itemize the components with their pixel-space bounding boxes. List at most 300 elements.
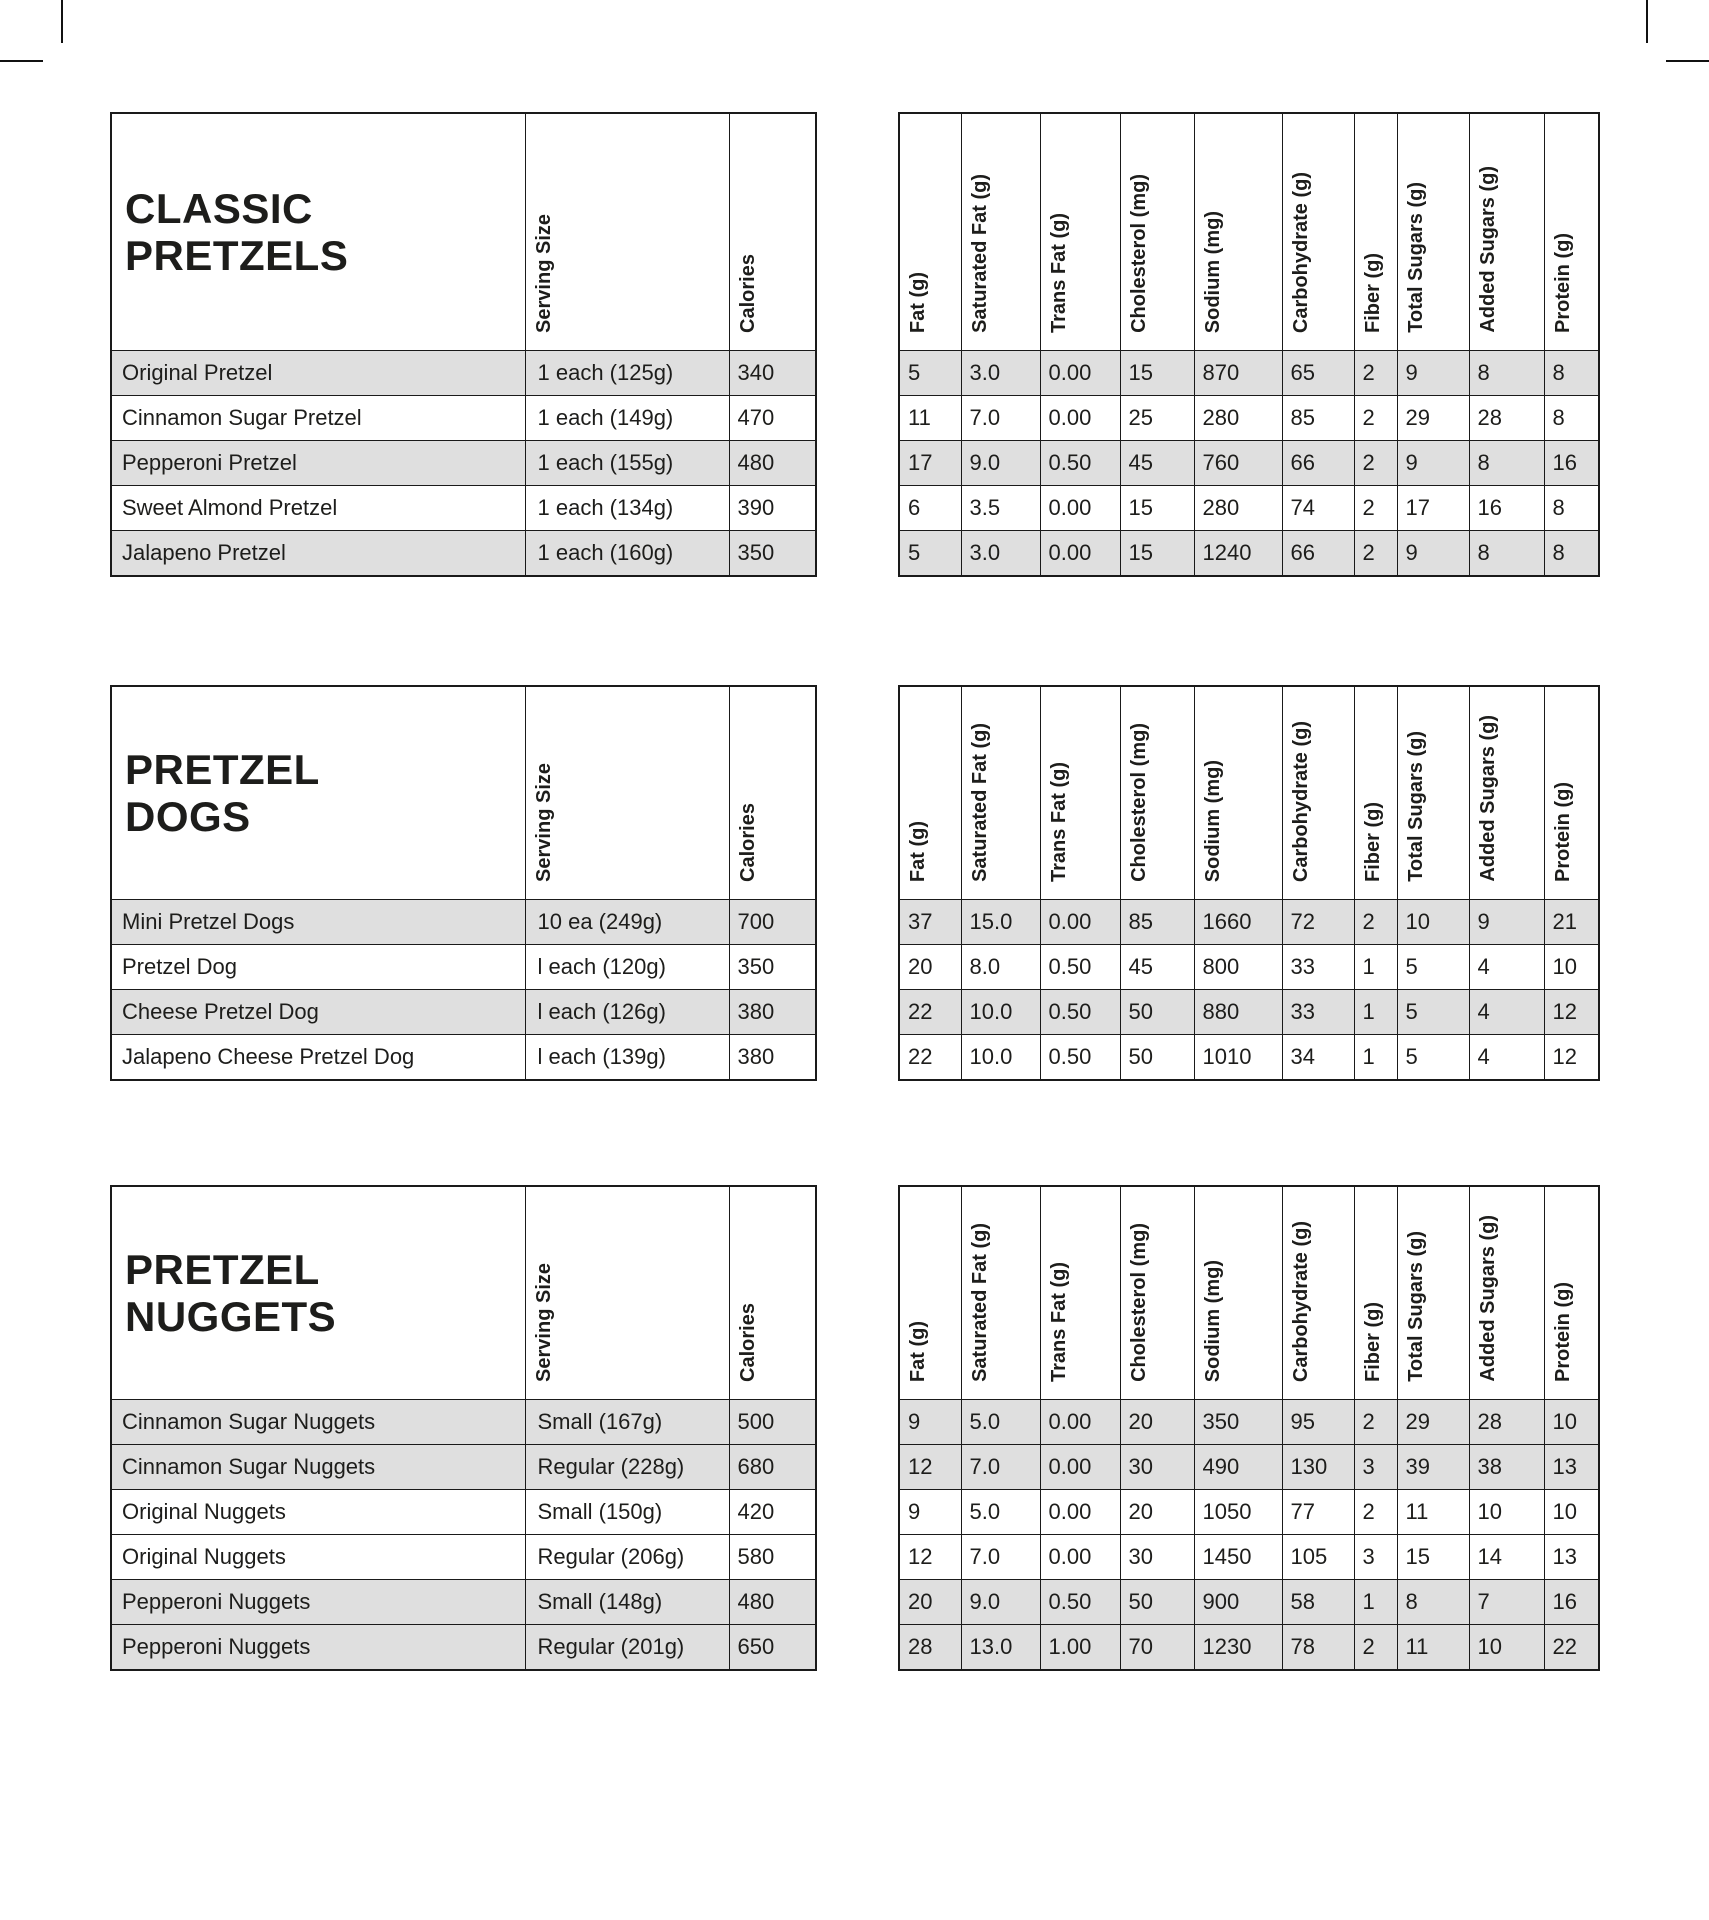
nutrition-value: 7.0: [961, 1535, 1040, 1580]
nutrition-value: 2: [1354, 396, 1397, 441]
section-title: [111, 113, 525, 351]
nutrition-value: 8: [1469, 351, 1544, 396]
section-title: [111, 686, 525, 900]
nutrition-value: 7.0: [961, 1445, 1040, 1490]
nutrition-value: 1: [1354, 990, 1397, 1035]
nutrition-value: 10.0: [961, 990, 1040, 1035]
nutrition-value: 0.50: [1040, 990, 1120, 1035]
nutrition-table-header: [899, 113, 1599, 351]
nutrition-column-header: [1120, 113, 1194, 351]
nutrition-column-label: Saturated Fat (g): [968, 174, 991, 333]
item-serving-size: l each (120g): [525, 945, 729, 990]
nutrition-value: 20: [1120, 1490, 1194, 1535]
nutrition-values-row: [899, 441, 1599, 486]
nutrition-value: 3: [1354, 1445, 1397, 1490]
nutrition-column-label: Protein (g): [1551, 1282, 1574, 1382]
serving-size-header: [525, 113, 729, 351]
nutrition-value: 0.00: [1040, 396, 1120, 441]
nutrition-value: 2: [1354, 351, 1397, 396]
nutrition-value: 10: [1469, 1625, 1544, 1670]
nutrition-column-label: Total Sugars (g): [1404, 731, 1427, 882]
nutrition-value: 16: [1544, 1580, 1599, 1625]
nutrition-value: 28: [1469, 396, 1544, 441]
item-serving-size: 1 each (125g): [525, 351, 729, 396]
nutrition-value: 760: [1194, 441, 1282, 486]
nutrition-value: 21: [1544, 900, 1599, 945]
nutrition-value: 45: [1120, 945, 1194, 990]
nutrition-column-label: Fiber (g): [1361, 802, 1384, 882]
nutrition-value: 8: [1544, 531, 1599, 576]
nutrition-value: 10: [1544, 1400, 1599, 1445]
nutrition-column-header: [1120, 686, 1194, 900]
item-serving-size: Small (148g): [525, 1580, 729, 1625]
nutrition-value: 9.0: [961, 1580, 1040, 1625]
item-name: Cinnamon Sugar Pretzel: [111, 396, 525, 441]
calories-label: Calories: [736, 803, 759, 882]
item-name: Mini Pretzel Dogs: [111, 900, 525, 945]
nutrition-values-row: [899, 1445, 1599, 1490]
nutrition-value: 45: [1120, 441, 1194, 486]
nutrition-column-header: [1397, 1186, 1469, 1400]
nutrition-column-label: Saturated Fat (g): [968, 723, 991, 882]
nutrition-value: 65: [1282, 351, 1354, 396]
section-title-line: PRETZEL: [125, 745, 320, 793]
nutrition-value: 1450: [1194, 1535, 1282, 1580]
nutrition-value: 85: [1120, 900, 1194, 945]
nutrition-value: 1: [1354, 945, 1397, 990]
nutrition-value: 78: [1282, 1625, 1354, 1670]
nutrition-value: 72: [1282, 900, 1354, 945]
item-name: Original Pretzel: [111, 351, 525, 396]
nutrition-values-row: [899, 531, 1599, 576]
nutrition-column-header: [1120, 1186, 1194, 1400]
nutrition-value: 50: [1120, 1580, 1194, 1625]
nutrition-column-label: Sodium (mg): [1201, 1259, 1224, 1382]
nutrition-value: 4: [1469, 990, 1544, 1035]
nutrition-value: 5: [1397, 990, 1469, 1035]
nutrition-column-label: Sodium (mg): [1201, 210, 1224, 333]
nutrition-value: 15: [1397, 1535, 1469, 1580]
nutrition-column-header: [1469, 686, 1544, 900]
nutrition-value: 0.00: [1040, 486, 1120, 531]
nutrition-value: 0.00: [1040, 1490, 1120, 1535]
menu-item-row: [111, 1400, 816, 1445]
nutrition-value: 70: [1120, 1625, 1194, 1670]
nutrition-values-row: [899, 1580, 1599, 1625]
nutrition-value: 2: [1354, 1490, 1397, 1535]
nutrition-value: 0.50: [1040, 945, 1120, 990]
classic-pretzels-items-table: [110, 112, 817, 577]
nutrition-values-row: [899, 1625, 1599, 1670]
nutrition-value: 28: [899, 1625, 961, 1670]
nutrition-column-header: [1544, 686, 1599, 900]
serving-size-label: Serving Size: [532, 1263, 555, 1382]
nutrition-column-label: Carbohydrate (g): [1289, 171, 1312, 333]
nutrition-value: 5: [1397, 1035, 1469, 1080]
items-table-header: [111, 1186, 816, 1400]
nutrition-column-label: Fat (g): [907, 271, 929, 333]
section-pretzel-dogs: [110, 685, 1600, 1081]
crop-mark-top-right-horizontal: [1666, 60, 1709, 62]
nutrition-value: 900: [1194, 1580, 1282, 1625]
nutrition-column-label: Protein (g): [1551, 233, 1574, 333]
item-serving-size: 1 each (134g): [525, 486, 729, 531]
nutrition-value: 12: [899, 1445, 961, 1490]
nutrition-column-label: Fiber (g): [1361, 1302, 1384, 1382]
nutrition-value: 3.0: [961, 531, 1040, 576]
nutrition-value: 1240: [1194, 531, 1282, 576]
nutrition-value: 9.0: [961, 441, 1040, 486]
nutrition-value: 39: [1397, 1445, 1469, 1490]
nutrition-value: 16: [1469, 486, 1544, 531]
item-name: Pretzel Dog: [111, 945, 525, 990]
pretzel-dogs-nutrition-table: [898, 685, 1600, 1081]
calories-header: [729, 113, 816, 351]
serving-size-header: [525, 1186, 729, 1400]
nutrition-column-label: Carbohydrate (g): [1289, 720, 1312, 882]
nutrition-column-header: [961, 1186, 1040, 1400]
nutrition-column-label: Fat (g): [907, 820, 929, 882]
nutrition-value: 7: [1469, 1580, 1544, 1625]
section-title-line: PRETZEL: [125, 1245, 320, 1293]
nutrition-column-label: Trans Fat (g): [1047, 761, 1070, 882]
nutrition-value: 10: [1544, 945, 1599, 990]
nutrition-value: 16: [1544, 441, 1599, 486]
nutrition-value: 2: [1354, 531, 1397, 576]
items-table-header: [111, 113, 816, 351]
pretzel-nuggets-nutrition-table: [898, 1185, 1600, 1671]
item-calories: 380: [729, 990, 816, 1035]
menu-item-row: [111, 990, 816, 1035]
nutrition-values-row: [899, 486, 1599, 531]
pretzel-dogs-items-table: [110, 685, 817, 1081]
nutrition-column-label: Cholesterol (mg): [1127, 174, 1150, 333]
nutrition-value: 7.0: [961, 396, 1040, 441]
menu-item-row: [111, 441, 816, 486]
nutrition-value: 1050: [1194, 1490, 1282, 1535]
item-calories: 340: [729, 351, 816, 396]
nutrition-value: 0.00: [1040, 1535, 1120, 1580]
item-serving-size: l each (126g): [525, 990, 729, 1035]
item-serving-size: Regular (201g): [525, 1625, 729, 1670]
nutrition-value: 5: [1397, 945, 1469, 990]
nutrition-value: 3.5: [961, 486, 1040, 531]
nutrition-column-label: Trans Fat (g): [1047, 212, 1070, 333]
nutrition-value: 4: [1469, 1035, 1544, 1080]
nutrition-value: 50: [1120, 990, 1194, 1035]
nutrition-value: 2: [1354, 486, 1397, 531]
nutrition-value: 8: [1469, 441, 1544, 486]
nutrition-value: 50: [1120, 1035, 1194, 1080]
nutrition-column-label: Carbohydrate (g): [1289, 1220, 1312, 1382]
nutrition-value: 10: [1397, 900, 1469, 945]
nutrition-column-label: Saturated Fat (g): [968, 1223, 991, 1382]
nutrition-value: 12: [1544, 1035, 1599, 1080]
nutrition-value: 10.0: [961, 1035, 1040, 1080]
nutrition-column-label: Protein (g): [1551, 782, 1574, 882]
nutrition-value: 14: [1469, 1535, 1544, 1580]
item-name: Cinnamon Sugar Nuggets: [111, 1400, 525, 1445]
nutrition-value: 95: [1282, 1400, 1354, 1445]
nutrition-value: 0.00: [1040, 351, 1120, 396]
item-name: Jalapeno Cheese Pretzel Dog: [111, 1035, 525, 1080]
item-name: Pepperoni Nuggets: [111, 1625, 525, 1670]
nutrition-value: 0.50: [1040, 1035, 1120, 1080]
item-calories: 420: [729, 1490, 816, 1535]
nutrition-value: 5: [899, 531, 961, 576]
nutrition-value: 280: [1194, 486, 1282, 531]
item-serving-size: 1 each (155g): [525, 441, 729, 486]
item-name: Pepperoni Pretzel: [111, 441, 525, 486]
nutrition-value: 13: [1544, 1445, 1599, 1490]
crop-mark-top-left-vertical: [61, 0, 63, 43]
nutrition-value: 1230: [1194, 1625, 1282, 1670]
nutrition-value: 22: [1544, 1625, 1599, 1670]
item-calories: 580: [729, 1535, 816, 1580]
nutrition-value: 33: [1282, 990, 1354, 1035]
nutrition-value: 105: [1282, 1535, 1354, 1580]
nutrition-value: 0.00: [1040, 900, 1120, 945]
nutrition-column-header: [1397, 113, 1469, 351]
nutrition-value: 0.50: [1040, 441, 1120, 486]
nutrition-value: 9: [899, 1400, 961, 1445]
nutrition-value: 4: [1469, 945, 1544, 990]
nutrition-column-header: [1040, 113, 1120, 351]
nutrition-value: 15.0: [961, 900, 1040, 945]
nutrition-value: 0.00: [1040, 1400, 1120, 1445]
nutrition-value: 8: [1397, 1580, 1469, 1625]
section-title-line: PRETZELS: [125, 232, 349, 279]
nutrition-value: 37: [899, 900, 961, 945]
item-serving-size: 10 ea (249g): [525, 900, 729, 945]
item-calories: 480: [729, 1580, 816, 1625]
nutrition-value: 2: [1354, 1400, 1397, 1445]
nutrition-value: 13.0: [961, 1625, 1040, 1670]
nutrition-value: 8: [1469, 531, 1544, 576]
nutrition-column-label: Added Sugars (g): [1476, 166, 1499, 333]
item-serving-size: Small (150g): [525, 1490, 729, 1535]
nutrition-column-label: Fat (g): [907, 1320, 929, 1382]
crop-mark-top-left-horizontal: [0, 60, 43, 62]
item-name: Sweet Almond Pretzel: [111, 486, 525, 531]
nutrition-column-header: [1354, 1186, 1397, 1400]
nutrition-values-row: [899, 945, 1599, 990]
nutrition-value: 9: [1397, 441, 1469, 486]
serving-size-label: Serving Size: [532, 763, 555, 882]
calories-label: Calories: [736, 1303, 759, 1382]
nutrition-column-header: [1282, 1186, 1354, 1400]
menu-item-row: [111, 1445, 816, 1490]
nutrition-value: 66: [1282, 531, 1354, 576]
item-serving-size: 1 each (149g): [525, 396, 729, 441]
calories-label: Calories: [736, 254, 759, 333]
section-title: [111, 1186, 525, 1400]
nutrition-column-label: Cholesterol (mg): [1127, 723, 1150, 882]
nutrition-value: 30: [1120, 1535, 1194, 1580]
nutrition-column-label: Trans Fat (g): [1047, 1261, 1070, 1382]
serving-size-label: Serving Size: [532, 214, 555, 333]
nutrition-value: 5: [899, 351, 961, 396]
menu-item-row: [111, 1580, 816, 1625]
item-calories: 500: [729, 1400, 816, 1445]
calories-header: [729, 1186, 816, 1400]
nutrition-column-header: [1469, 1186, 1544, 1400]
nutrition-value: 0.50: [1040, 1580, 1120, 1625]
nutrition-column-label: Fiber (g): [1361, 253, 1384, 333]
nutrition-value: 880: [1194, 990, 1282, 1035]
nutrition-value: 22: [899, 1035, 961, 1080]
nutrition-values-row: [899, 1490, 1599, 1535]
nutrition-value: 0.00: [1040, 1445, 1120, 1490]
nutrition-value: 11: [1397, 1625, 1469, 1670]
nutrition-value: 11: [1397, 1490, 1469, 1535]
section-title-line: DOGS: [125, 793, 251, 840]
nutrition-column-label: Cholesterol (mg): [1127, 1223, 1150, 1382]
section-title-line: NUGGETS: [125, 1293, 337, 1340]
nutrition-column-label: Total Sugars (g): [1404, 1231, 1427, 1382]
nutrition-value: 1010: [1194, 1035, 1282, 1080]
nutrition-value: 10: [1469, 1490, 1544, 1535]
section-classic-pretzels: [110, 112, 1600, 577]
nutrition-values-row: [899, 990, 1599, 1035]
nutrition-column-header: [1194, 1186, 1282, 1400]
nutrition-column-header: [961, 113, 1040, 351]
item-name: Pepperoni Nuggets: [111, 1580, 525, 1625]
nutrition-column-header: [1354, 113, 1397, 351]
nutrition-column-header: [1194, 113, 1282, 351]
nutrition-value: 870: [1194, 351, 1282, 396]
nutrition-table-header: [899, 1186, 1599, 1400]
item-name: Original Nuggets: [111, 1490, 525, 1535]
section-title-line: CLASSIC: [125, 184, 313, 232]
nutrition-column-header: [1282, 113, 1354, 351]
nutrition-value: 15: [1120, 486, 1194, 531]
nutrition-column-header: [899, 686, 961, 900]
item-name: Cheese Pretzel Dog: [111, 990, 525, 1035]
nutrition-column-label: Total Sugars (g): [1404, 182, 1427, 333]
nutrition-value: 10: [1544, 1490, 1599, 1535]
nutrition-column-header: [1354, 686, 1397, 900]
nutrition-value: 20: [899, 1580, 961, 1625]
nutrition-value: 8.0: [961, 945, 1040, 990]
nutrition-value: 9: [1397, 351, 1469, 396]
nutrition-value: 15: [1120, 531, 1194, 576]
nutrition-value: 3.0: [961, 351, 1040, 396]
nutrition-column-header: [899, 113, 961, 351]
item-calories: 470: [729, 396, 816, 441]
nutrition-value: 1: [1354, 1035, 1397, 1080]
nutrition-value: 2: [1354, 900, 1397, 945]
nutrition-column-header: [1040, 1186, 1120, 1400]
nutrition-value: 74: [1282, 486, 1354, 531]
nutrition-value: 1660: [1194, 900, 1282, 945]
nutrition-value: 33: [1282, 945, 1354, 990]
nutrition-value: 8: [1544, 486, 1599, 531]
nutrition-column-header: [899, 1186, 961, 1400]
nutrition-column-header: [1544, 1186, 1599, 1400]
nutrition-value: 0.00: [1040, 531, 1120, 576]
serving-size-header: [525, 686, 729, 900]
nutrition-value: 13: [1544, 1535, 1599, 1580]
nutrition-value: 1: [1354, 1580, 1397, 1625]
menu-item-row: [111, 396, 816, 441]
item-calories: 390: [729, 486, 816, 531]
nutrition-value: 20: [899, 945, 961, 990]
nutrition-value: 12: [899, 1535, 961, 1580]
nutrition-value: 2: [1354, 1625, 1397, 1670]
item-calories: 350: [729, 945, 816, 990]
nutrition-value: 17: [1397, 486, 1469, 531]
item-name: Jalapeno Pretzel: [111, 531, 525, 576]
item-serving-size: l each (139g): [525, 1035, 729, 1080]
item-calories: 680: [729, 1445, 816, 1490]
nutrition-column-header: [1469, 113, 1544, 351]
item-calories: 700: [729, 900, 816, 945]
nutrition-table-header: [899, 686, 1599, 900]
nutrition-value: 490: [1194, 1445, 1282, 1490]
nutrition-value: 5.0: [961, 1490, 1040, 1535]
menu-item-row: [111, 1035, 816, 1080]
nutrition-column-header: [1544, 113, 1599, 351]
nutrition-column-header: [961, 686, 1040, 900]
nutrition-values-row: [899, 900, 1599, 945]
nutrition-column-label: Sodium (mg): [1201, 759, 1224, 882]
nutrition-value: 3: [1354, 1535, 1397, 1580]
items-table-header: [111, 686, 816, 900]
nutrition-values-row: [899, 1535, 1599, 1580]
item-calories: 380: [729, 1035, 816, 1080]
pretzel-nuggets-items-table: [110, 1185, 817, 1671]
nutrition-value: 30: [1120, 1445, 1194, 1490]
nutrition-values-row: [899, 1035, 1599, 1080]
nutrition-values-row: [899, 1400, 1599, 1445]
menu-item-row: [111, 1625, 816, 1670]
nutrition-value: 800: [1194, 945, 1282, 990]
nutrition-value: 9: [1397, 531, 1469, 576]
nutrition-value: 5.0: [961, 1400, 1040, 1445]
menu-item-row: [111, 1535, 816, 1580]
nutrition-value: 29: [1397, 1400, 1469, 1445]
nutrition-value: 11: [899, 396, 961, 441]
menu-item-row: [111, 531, 816, 576]
nutrition-value: 34: [1282, 1035, 1354, 1080]
nutrition-value: 8: [1544, 396, 1599, 441]
classic-pretzels-nutrition-table: [898, 112, 1600, 577]
nutrition-value: 25: [1120, 396, 1194, 441]
nutrition-value: 77: [1282, 1490, 1354, 1535]
nutrition-value: 8: [1544, 351, 1599, 396]
nutrition-values-row: [899, 396, 1599, 441]
item-name: Cinnamon Sugar Nuggets: [111, 1445, 525, 1490]
nutrition-column-header: [1397, 686, 1469, 900]
nutrition-value: 1.00: [1040, 1625, 1120, 1670]
nutrition-value: 38: [1469, 1445, 1544, 1490]
nutrition-value: 9: [899, 1490, 961, 1535]
nutrition-value: 15: [1120, 351, 1194, 396]
nutrition-values-row: [899, 351, 1599, 396]
nutrition-column-header: [1282, 686, 1354, 900]
nutrition-value: 350: [1194, 1400, 1282, 1445]
nutrition-value: 66: [1282, 441, 1354, 486]
nutrition-value: 58: [1282, 1580, 1354, 1625]
nutrition-value: 28: [1469, 1400, 1544, 1445]
menu-item-row: [111, 1490, 816, 1535]
nutrition-value: 17: [899, 441, 961, 486]
section-pretzel-nuggets: [110, 1185, 1600, 1671]
nutrition-value: 130: [1282, 1445, 1354, 1490]
menu-item-row: [111, 900, 816, 945]
nutrition-value: 280: [1194, 396, 1282, 441]
